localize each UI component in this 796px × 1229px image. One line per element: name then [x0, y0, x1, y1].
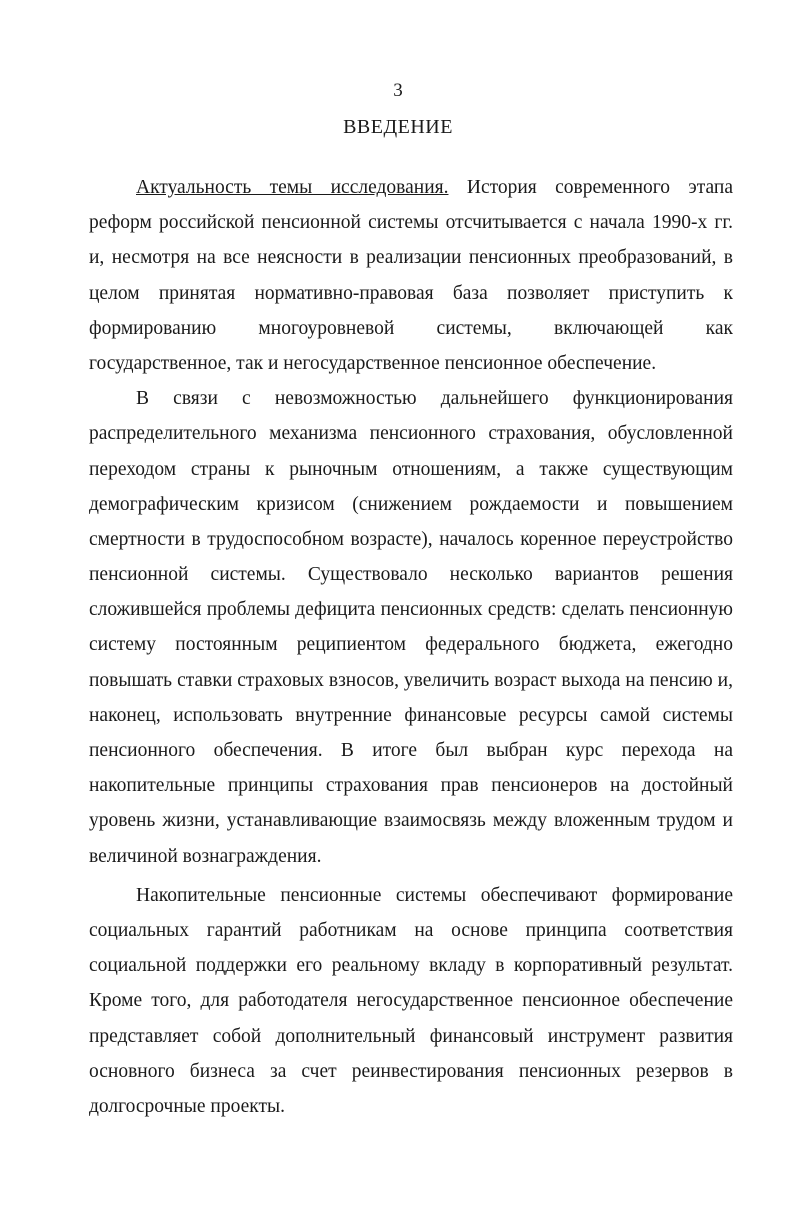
topic-relevance-heading: Актуальность темы исследования.: [136, 177, 449, 198]
paragraph-1: [89, 170, 733, 381]
text-line: демографическим кризисом (снижением рождаемости и повышением: [89, 493, 733, 515]
text-line: Актуальность темы исследования. История современного этапа: [136, 177, 734, 198]
text-line: распределительного механизма пенсионного страхования, обусловленной: [89, 423, 733, 445]
page-number: 3: [393, 80, 403, 101]
text-line: формированию многоуровневой системы, включающей как: [89, 317, 733, 339]
text-line: пенсионного обеспечения. В итоге был выбран курс перехода на: [89, 740, 733, 761]
document-body: [89, 170, 733, 1124]
text-line: пенсионной системы. Существовало несколько вариантов решения: [89, 564, 733, 586]
text-line: величиной вознаграждения.: [89, 845, 322, 867]
text-line: целом принятая нормативно-правовая база позволяет приступить к: [89, 282, 733, 304]
text-line: социальной поддержки его реальному вкладу в корпоративный результат.: [89, 955, 733, 977]
text-line: долгосрочные проекты.: [89, 1095, 285, 1117]
text-line: представляет собой дополнительный финансовый инструмент развития: [89, 1025, 733, 1047]
text-line: наконец, использовать внутренние финансовые ресурсы самой системы: [89, 704, 733, 726]
text-line: и, несмотря на все неясности в реализации пенсионных преобразований, в: [89, 247, 733, 269]
text-line: смертности в трудоспособном возрасте), началось коренное переустройство: [89, 528, 733, 550]
page-title: ВВЕДЕНИЕ: [343, 116, 453, 138]
text-line: основного бизнеса за счет реинвестирования пенсионных резервов в: [89, 1060, 733, 1082]
text-line: Кроме того, для работодателя негосударственное пенсионное обеспечение: [89, 990, 733, 1012]
paragraph-3: [89, 878, 733, 1124]
text-line: накопительные принципы страхования прав пенсионеров на достойный: [89, 775, 733, 797]
text-line: переходом страны к рыночным отношениям, а также существующим: [89, 458, 733, 480]
text-line: уровень жизни, устанавливающие взаимосвязь между вложенным трудом и: [89, 810, 733, 832]
text-line: реформ российской пенсионной системы отсчитывается с начала 1990-х гг.: [89, 212, 733, 234]
text-line: В связи с невозможностью дальнейшего функционирования: [136, 388, 733, 410]
text-line: сложившейся проблемы дефицита пенсионных средств: сделать пенсионную: [89, 599, 733, 621]
text-line: государственное, так и негосударственное пенсионное обеспечение.: [89, 352, 657, 374]
paragraph-2: [89, 381, 733, 874]
text-line: повышать ставки страховых взносов, увеличить возраст выхода на пенсию и,: [89, 669, 733, 691]
text-line: социальных гарантий работникам на основе принципа соответствия: [89, 919, 733, 941]
text-line: систему постоянным реципиентом федерального бюджета, ежегодно: [89, 634, 733, 656]
text-line: Накопительные пенсионные системы обеспечивают формирование: [136, 884, 733, 906]
